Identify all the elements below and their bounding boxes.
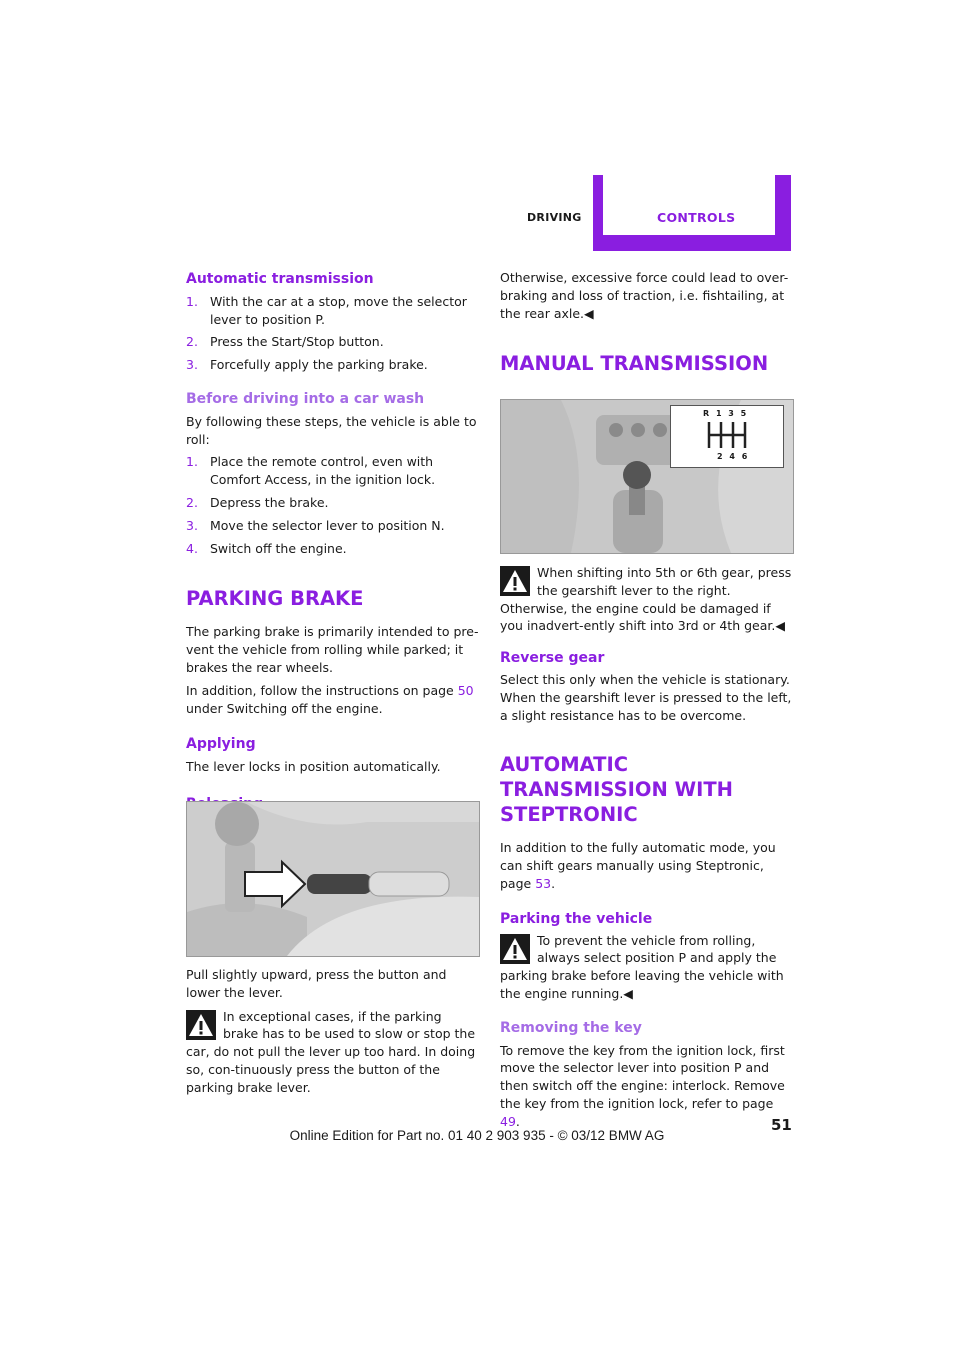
warning-icon (186, 1010, 216, 1040)
reverse-gear-heading: Reverse gear (500, 650, 605, 667)
applying-heading: Applying (186, 736, 256, 753)
list-item: 2. Depress the brake. (186, 494, 329, 510)
list-item: 3. Move the selector lever to position N. (186, 517, 445, 533)
steptronic-heading: AUTOMATIC TRANSMISSION WITH STEPTRONIC (500, 753, 733, 827)
page-number: 51 (771, 1116, 792, 1134)
parking-vehicle-heading: Parking the vehicle (500, 910, 653, 927)
right-column-top (500, 269, 794, 376)
parking-brake-heading: PARKING BRAKE (186, 587, 364, 611)
parking-vehicle-warning: To prevent the vehicle from rolling, always select position P and apply the parking brake before leaving the vehicle with the engine running.◀ (500, 932, 784, 1001)
auto-transmission-heading: Automatic transmission (186, 271, 374, 287)
auto-steps-list (186, 293, 480, 374)
carwash-intro: By following these steps, the vehicle is able to roll: (186, 413, 477, 447)
shift-pattern-diagram (670, 405, 784, 468)
parking-brake-illustration (186, 801, 480, 957)
steptronic-text: In addition to the fully automatic mode, you can shift gears manually using Steptronic, page 53. (500, 840, 776, 891)
list-item: 4. Switch off the engine. (186, 540, 347, 556)
page-link[interactable]: 53 (535, 875, 552, 891)
parking-brake-note: In addition, follow the instructions on page 50 under Switching off the engine. (186, 682, 474, 716)
manual-warning: When shifting into 5th or 6th gear, press the gearshift lever to the right. Otherwise, the engine could be damaged if you inadvert-ently shift into 3rd or 4th gear.◀ (500, 565, 792, 634)
parking-brake-warning: In exceptional cases, if the parking brake has to be used to slow or stop the car, do not pull the lever up too hard. In doing so, con-tinuously press the button of the parking brake lever. (186, 1008, 476, 1095)
page-link[interactable]: 49 (500, 1113, 516, 1129)
shift-gate-icon (705, 420, 753, 450)
page-link[interactable]: 50 (457, 682, 474, 698)
applying-text: The lever locks in position automatically. (186, 759, 441, 775)
gearshift-illustration (500, 399, 794, 554)
edition-footer: Online Edition for Part no. 01 40 2 903 935 - © 03/12 BMW AG (289, 1128, 665, 1143)
shift-pattern-bottom-labels: 2 4 6 (717, 452, 750, 461)
manual-transmission-heading: MANUAL TRANSMISSION (500, 352, 769, 376)
section-label: DRIVING (527, 211, 582, 224)
warning-icon (500, 934, 530, 964)
parking-brake-intro: The parking brake is primarily intended to pre-vent the vehicle from rolling while parked; it brakes the rear wheels. (186, 624, 479, 675)
list-item: 2. Press the Start/Stop button. (186, 334, 384, 350)
parking-brake-lever-image (187, 802, 479, 956)
list-item: 3. Forcefully apply the parking brake. (186, 357, 428, 373)
list-item: 1. With the car at a stop, move the selector lever to position P. (186, 293, 467, 327)
continued-text: Otherwise, excessive force could lead to over-braking and loss of traction, i.e. fishtailing, at the rear axle.◀ (500, 270, 789, 321)
reverse-gear-text: Select this only when the vehicle is stationary. When the gearshift lever is pressed to the left, a slight resistance has to be overcome. (500, 671, 792, 723)
chapter-tab-label: CONTROLS (657, 210, 736, 225)
warning-icon (500, 566, 530, 596)
carwash-heading: Before driving into a car wash (186, 390, 425, 407)
left-column-lower (186, 966, 480, 1097)
right-column-main (500, 564, 794, 1136)
shift-pattern-top-labels: R 1 3 5 (703, 409, 749, 418)
removing-key-heading: Removing the key (500, 1019, 642, 1036)
removing-key-text: To remove the key from the ignition lock, first move the selector lever into position P and then switch off the engine: interlock. Remove the key from the ignition lock, refer to page 49. (500, 1042, 785, 1129)
carwash-steps-list (186, 453, 480, 557)
left-column (186, 271, 480, 814)
list-item: 1. Place the remote control, even with Comfort Access, in the ignition lock. (186, 454, 436, 488)
releasing-text: Pull slightly upward, press the button and lower the lever. (186, 967, 447, 1000)
